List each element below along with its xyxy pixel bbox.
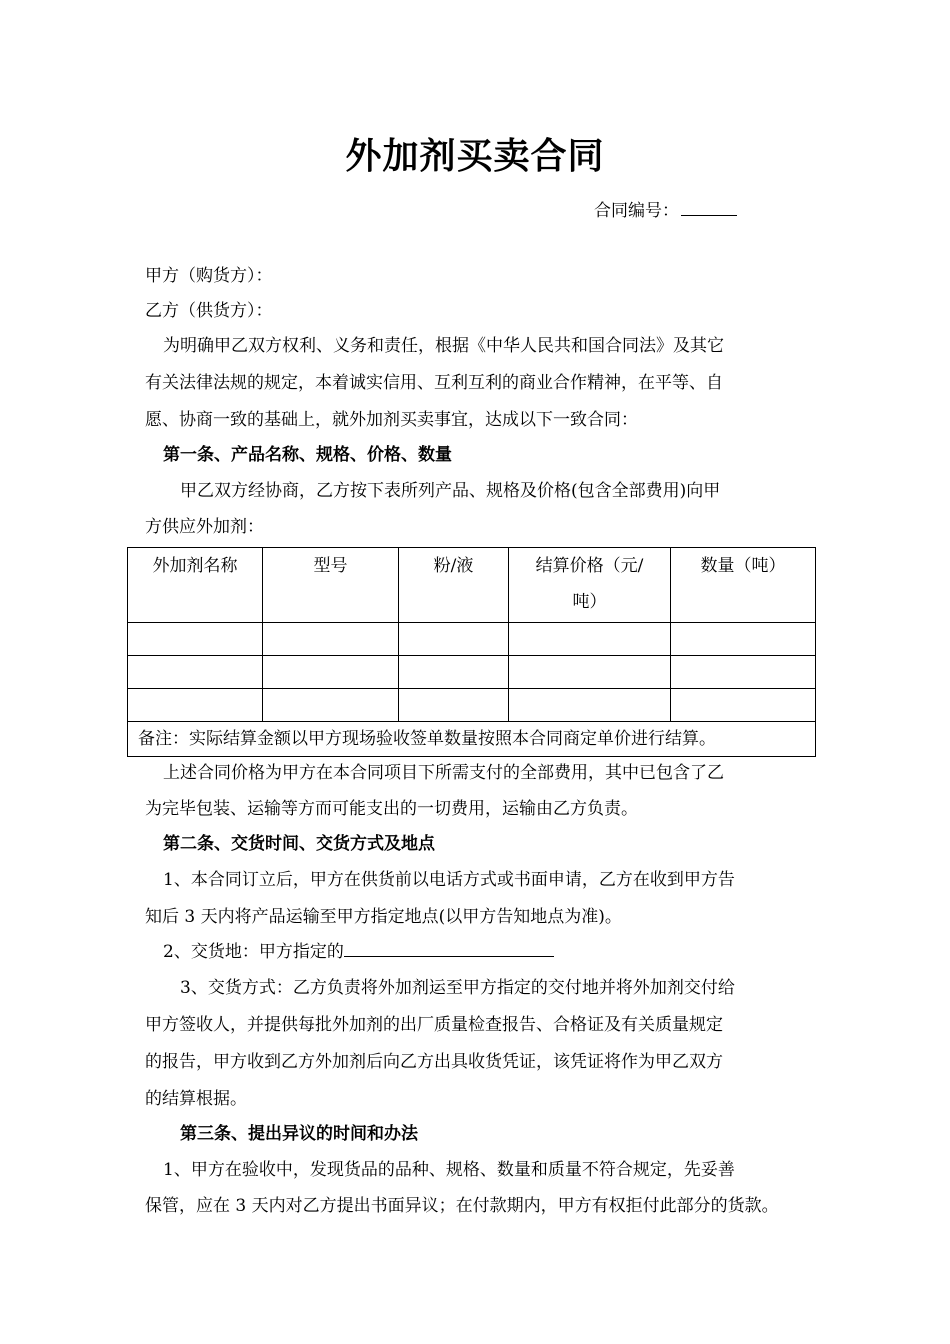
party-a: 甲方（购货方）： — [145, 266, 273, 286]
table-row — [128, 623, 816, 656]
intro-line: 有关法律法规的规定，本着诚实信用、互利互利的商业合作精神，在平等、自 — [145, 373, 723, 393]
after-table-line: 为完毕包装、运输等方而可能支出的一切费用，运输由乙方负责。 — [145, 799, 638, 819]
article-3-item1-line: 1、甲方在验收中，发现货品的品种、规格、数量和质量不符合规定，先妥善 — [163, 1160, 735, 1180]
article-2-item3-line: 的结算根据。 — [145, 1089, 247, 1109]
table-cell[interactable] — [128, 623, 263, 656]
contract-number-blank — [681, 201, 737, 216]
document-title: 外加剂买卖合同 — [345, 135, 605, 177]
intro-line: 愿、协商一致的基础上，就外加剂买卖事宜，达成以下一致合同： — [145, 410, 638, 430]
table-cell[interactable] — [399, 689, 509, 722]
table-cell[interactable] — [509, 623, 671, 656]
party-b: 乙方（供货方）： — [145, 301, 273, 321]
article-2-item3-line: 甲方签收人，并提供每批外加剂的出厂质量检查报告、合格证及有关质量规定 — [145, 1015, 723, 1035]
delivery-place-label: 2、交货地：甲方指定的 — [163, 942, 344, 962]
header-quantity: 数量（吨） — [671, 548, 816, 623]
header-price-line2: 吨） — [572, 592, 607, 612]
table-cell[interactable] — [399, 656, 509, 689]
table-cell[interactable] — [263, 656, 399, 689]
article-1-line: 方供应外加剂： — [145, 517, 264, 537]
article-1-line: 甲乙双方经协商，乙方按下表所列产品、规格及价格(包含全部费用)向甲 — [180, 481, 721, 501]
table-cell[interactable] — [671, 656, 816, 689]
table-cell[interactable] — [128, 689, 263, 722]
article-1-heading: 第一条、产品名称、规格、价格、数量 — [163, 445, 452, 465]
after-table-line: 上述合同价格为甲方在本合同项目下所需支付的全部费用，其中已包含了乙 — [163, 763, 724, 783]
article-3-item1-line: 保管，应在 3 天内对乙方提出书面异议；在付款期内，甲方有权拒付此部分的货款。 — [145, 1196, 779, 1216]
table-cell[interactable] — [671, 623, 816, 656]
header-form: 粉/液 — [399, 548, 509, 623]
table-row — [128, 656, 816, 689]
table-row — [128, 689, 816, 722]
contract-number — [594, 196, 737, 221]
header-price-line1: 结算价格（元/ — [535, 556, 644, 576]
table-cell[interactable] — [263, 623, 399, 656]
article-2-item3-line: 3、交货方式：乙方负责将外加剂运至甲方指定的交付地并将外加剂交付给 — [180, 978, 735, 998]
table-cell[interactable] — [399, 623, 509, 656]
delivery-place-blank — [344, 942, 554, 957]
table-cell[interactable] — [128, 656, 263, 689]
header-model: 型号 — [263, 548, 399, 623]
article-2-item2 — [163, 941, 554, 963]
goods-table — [127, 547, 816, 757]
article-2-heading: 第二条、交货时间、交货方式及地点 — [163, 834, 435, 854]
table-cell[interactable] — [509, 656, 671, 689]
article-2-item1-line: 知后 3 天内将产品运输至甲方指定地点(以甲方告知地点为准)。 — [145, 907, 622, 927]
contract-number-label: 合同编号： — [594, 201, 679, 221]
article-3-heading: 第三条、提出异议的时间和办法 — [180, 1124, 418, 1144]
table-remark-row — [128, 722, 816, 757]
article-2-item1-line: 1、本合同订立后，甲方在供货前以电话方式或书面申请，乙方在收到甲方告 — [163, 870, 735, 890]
table-header-row — [128, 548, 816, 623]
header-price — [509, 548, 671, 623]
table-cell[interactable] — [263, 689, 399, 722]
intro-line: 为明确甲乙双方权利、义务和责任，根据《中华人民共和国合同法》及其它 — [163, 336, 724, 356]
header-name: 外加剂名称 — [128, 548, 263, 623]
table-cell[interactable] — [671, 689, 816, 722]
article-2-item3-line: 的报告，甲方收到乙方外加剂后向乙方出具收货凭证，该凭证将作为甲乙双方 — [145, 1052, 723, 1072]
table-cell[interactable] — [509, 689, 671, 722]
table-remark: 备注：实际结算金额以甲方现场验收签单数量按照本合同商定单价进行结算。 — [128, 722, 816, 757]
